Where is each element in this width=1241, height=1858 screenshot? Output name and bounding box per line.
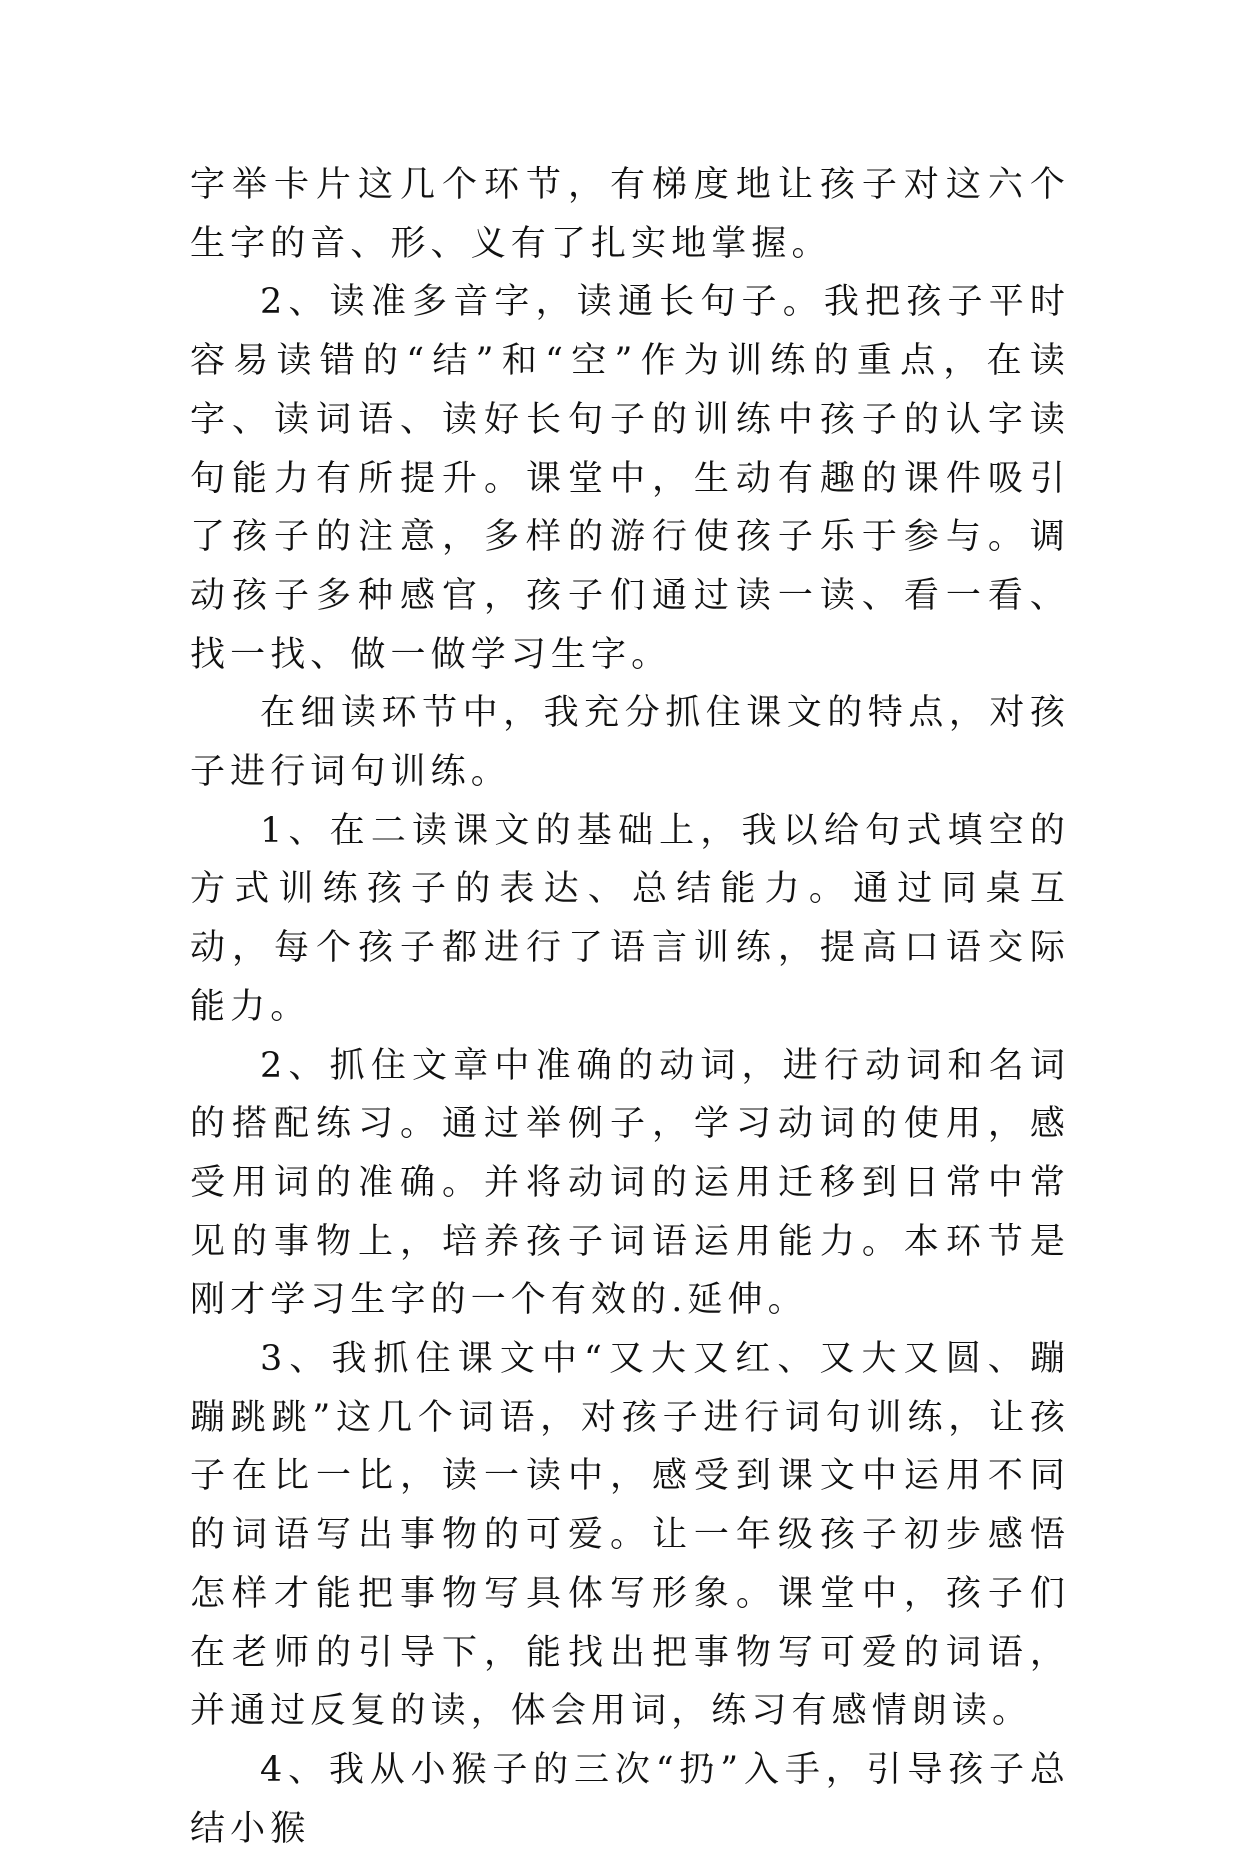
paragraph-4: 1、在二读课文的基础上，我以给句式填空的方式训练孩子的表达、总结能力。通过同桌互动，每个孩子都进行了语言训练，提高口语交际能力。	[190, 810, 1070, 1027]
paragraph-1: 字举卡片这几个环节，有梯度地让孩子对这六个生字的音、形、义有了扎实地掌握。	[190, 165, 1070, 264]
document-body	[190, 156, 1070, 1858]
paragraph-5: 2、抓住文章中准确的动词，进行动词和名词的搭配练习。通过举例子，学习动词的使用，感受用词的准确。并将动词的运用迁移到日常中常见的事物上，培养孩子词语运用能力。本环节是刚才学习生字的一个有效的.延伸。	[190, 1045, 1070, 1321]
paragraph-6: 3、我抓住课文中“又大又红、又大又圆、蹦蹦跳跳”这几个词语，对孩子进行词句训练，让孩子在比一比，读一读中，感受到课文中运用不同的词语写出事物的可爱。让一年级孩子初步感悟怎样才能把事物写具体写形象。课堂中，孩子们在老师的引导下，能找出把事物写可爱的词语，并通过反复的读，体会用词，练习有感情朗读。	[190, 1339, 1070, 1732]
paragraph-7: 4、我从小猴子的三次“扔”入手，引导孩子总结小猴	[190, 1749, 1070, 1849]
paragraph-2: 2、读准多音字，读通长句子。我把孩子平时容易读错的“结”和“空”作为训练的重点，在读字、读词语、读好长句子的训练中孩子的认字读句能力有所提升。课堂中，生动有趣的课件吸引了孩子的注意，多样的游行使孩子乐于参与。调动孩子多种感官，孩子们通过读一读、看一看、找一找、做一做学习生字。	[190, 282, 1070, 675]
paragraph-3: 在细读环节中，我充分抓住课文的特点，对孩子进行词句训练。	[190, 693, 1070, 793]
